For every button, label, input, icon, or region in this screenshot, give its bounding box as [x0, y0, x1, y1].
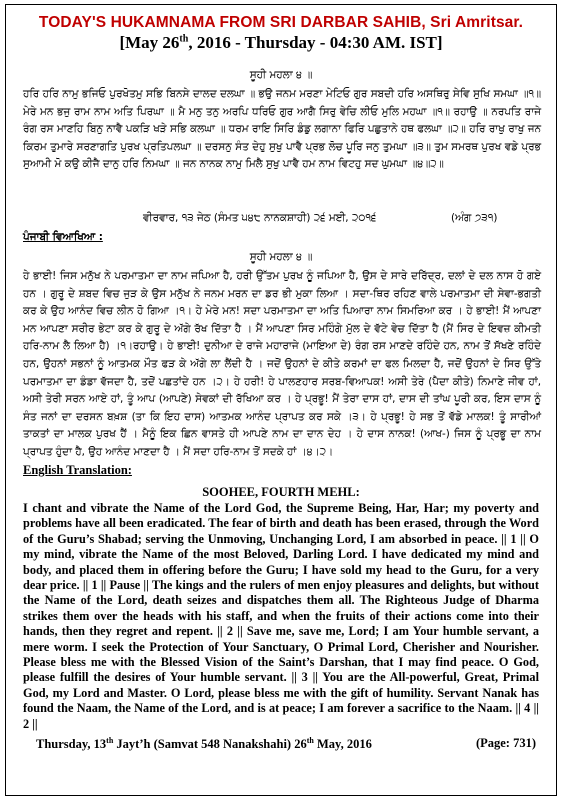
- gurbani-heading: ਸੂਹੀ ਮਹਲਾ ੪ ॥: [249, 69, 313, 81]
- footer-ordinal-2: th: [306, 736, 314, 745]
- punjabi-heading: ਸੂਹੀ ਮਹਲਾ ੪ ॥: [249, 251, 313, 263]
- gurbani-date-line: ਵੀਰਵਾਰ, ੧੩ ਜੇਠ (ਸੰਮਤ ੫੪੮ ਨਾਨਕਸ਼ਾਹੀ) ੨੬ ਮਈ, ੨੦੧੬: [143, 212, 377, 224]
- english-text: I chant and vibrate the Name of the Lord God, the Supreme Being, Har, Har; my poverty and problems have all been eradicated. The fear of birth and death has been erased, through the Word of the Guru’s Shabad; serving the Unmoving, Unchanging Lord, I am absorbed in peace. || 1 || O my mind, vibrate the Name of the most Beloved, Darling Lord. I have dedicated my mind and body, and placed them in offering before the Guru; I have sold my head to the Guru, for a very dear price. || 1 || Pause || The kings and the rulers of men enjoy pleasures and delights, but without the Name of the Lord, death seizes and dispatches them all. The Righteous Judge of Dharma strikes them over the heads with his staff, and when the fruits of their actions come into their hands, then they regret and repent. || 2 || Save me, save me, Lord; I am Your humble servant, a mere worm. I seek the Protection of Your Sanctuary, O Primal Lord, Cherisher and Nourisher. Please bless me with the Blessed Vision of the Saint’s Darshan, that I may find peace. O God, please fulfill the desires of Your humble servant. || 3 || You are the All-powerful, Great, Primal God, my Lord and Master. O Lord, please bless me with the gift of humility. Servant Nanak has found the Naam, the Name of the Lord, and is at peace; I am forever a sacrifice to the Naam. || 4 || 2 ||: [23, 501, 539, 731]
- footer-ordinal-1: th: [106, 736, 114, 745]
- footer-day: Thursday, 13: [36, 737, 107, 752]
- date-heading: [6, 33, 556, 53]
- punjabi-label: ਪੰਜਾਬੀ ਵਿਆਖਿਆ :: [23, 231, 103, 243]
- date-ordinal: th: [179, 33, 189, 45]
- english-label: English Translation:: [23, 463, 132, 477]
- document-title: TODAY'S HUKAMNAMA FROM SRI DARBAR SAHIB, Sri Amritsar.: [38, 14, 524, 31]
- hukamnama-document: [5, 4, 557, 796]
- punjabi-text: ਹੇ ਭਾਈ! ਜਿਸ ਮਨੁੱਖ ਨੇ ਪਰਮਾਤਮਾ ਦਾ ਨਾਮ ਜਪਿਆ ਹੈ, ਹਰੀ ਉੱਤਮ ਪੁਰਖ ਨੂੰ ਜਪਿਆ ਹੈ, ਉਸ ਦੇ ਸਾਰੇ ਦਰਿੱਦ੍ਰ, ਦਲਾਂ ਦੇ ਦਲ ਨਾਸ ਹੋ ਗਏ ਹਨ । ਗੁਰੂ ਦੇ ਸ਼ਬਦ ਵਿਚ ਜੁੜ ਕੇ ਉਸ ਮਨੁੱਖ ਨੇ ਜਨਮ ਮਰਨ ਦਾ ਡਰ ਭੀ ਮੁਕਾ ਲਿਆ । ਸਦਾ-ਥਿਰ ਰਹਿਣ ਵਾਲੇ ਪਰਮਾਤਮਾ ਦੀ ਸੇਵਾ-ਭਗਤੀ ਕਰ ਕੇ ਉਹ ਆਨੰਦ ਵਿਚ ਲੀਨ ਹੋ ਗਿਆ ।੧। ਹੇ ਮੇਰੇ ਮਨ! ਸਦਾ ਪਰਮਾਤਮਾ ਦਾ ਅਤਿ ਪਿਆਰਾ ਨਾਮ ਸਿਮਰਿਆ ਕਰ । ਹੇ ਭਾਈ! ਮੈਂ ਆਪਣਾ ਮਨ ਆਪਣਾ ਸਰੀਰ ਭੇਟਾ ਕਰ ਕੇ ਗੁਰੂ ਦੇ ਅੱਗੇ ਰੱਖ ਦਿੱਤਾ ਹੈ । ਮੈਂ ਆਪਣਾ ਸਿਰ ਮਹਿੰਗੇ ਮੁੱਲ ਦੇ ਵੱਟੇ ਵੇਚ ਦਿੱਤਾ ਹੈ (ਮੈਂ ਸਿਰ ਦੇ ਇਵਜ਼ ਕੀਮਤੀ ਹਰਿ-ਨਾਮ ਲੈ ਲਿਆ ਹੈ) ।੧।ਰਹਾਉ। ਹੇ ਭਾਈ! ਦੁਨੀਆ ਦੇ ਰਾਜੇ ਮਹਾਰਾਜੇ (ਮਾਇਆ ਦੇ) ਰੰਗ ਰਸ ਮਾਣਦੇ ਰਹਿੰਦੇ ਹਨ, ਨਾਮ ਤੋਂ ਸੱਖਣੇ ਰਹਿੰਦੇ ਹਨ, ਉਹਨਾਂ ਸਭਨਾਂ ਨੂੰ ਆਤਮਕ ਮੌਤ ਫੜ ਕੇ ਅੱਗੇ ਲਾ ਲੈਂਦੀ ਹੈ । ਜਦੋਂ ਉਹਨਾਂ ਦੇ ਕੀਤੇ ਕਰਮਾਂ ਦਾ ਫਲ ਮਿਲਦਾ ਹੈ, ਜਦੋਂ ਉਹਨਾਂ ਦੇ ਸਿਰ ਉੱਤੇ ਪਰਮਾਤਮਾ ਦਾ ਡੰਡਾ ਵੱਜਦਾ ਹੈ, ਤਦੋਂ ਪਛਤਾਂਦੇ ਹਨ ।੨। ਹੇ ਹਰੀ! ਹੇ ਪਾਲਣਹਾਰ ਸਰਬ-ਵਿਆਪਕ! ਅਸੀ ਤੇਰੇ (ਪੈਦਾ ਕੀਤੇ) ਨਿਮਾਣੇ ਜੀਵ ਹਾਂ, ਅਸੀ ਤੇਰੀ ਸਰਨ ਆਏ ਹਾਂ, ਤੂੰ ਆਪ (ਆਪਣੇ) ਸੇਵਕਾਂ ਦੀ ਰੱਖਿਆ ਕਰ । ਹੇ ਪ੍ਰਭੂ! ਮੈਂ ਤੇਰਾ ਦਾਸ ਹਾਂ, ਦਾਸ ਦੀ ਤਾਂਘ ਪੂਰੀ ਕਰ, ਇਸ ਦਾਸ ਨੂੰ ਸੰਤ ਜਨਾਂ ਦਾ ਦਰਸਨ ਬਖ਼ਸ਼ (ਤਾ ਕਿ ਇਹ ਦਾਸ) ਆਤਮਕ ਆਨੰਦ ਪ੍ਰਾਪਤ ਕਰ ਸਕੇ ।੩। ਹੇ ਪ੍ਰਭੂ! ਹੇ ਸਭ ਤੋਂ ਵੱਡੇ ਮਾਲਕ! ਤੂੰ ਸਾਰੀਆਂ ਤਾਕਤਾਂ ਦਾ ਮਾਲਕ ਪੁਰਖ ਹੈਂ । ਮੈਨੂੰ ਇਕ ਛਿਨ ਵਾਸਤੇ ਹੀ ਆਪਣੇ ਨਾਮ ਦਾ ਦਾਨ ਦੇਹ । ਹੇ ਦਾਸ ਨਾਨਕ! (ਆਖ-) ਜਿਸ ਨੂੰ ਪ੍ਰਭੂ ਦਾ ਨਾਮ ਪ੍ਰਾਪਤ ਹੁੰਦਾ ਹੈ, ਉਹ ਆਨੰਦ ਮਾਣਦਾ ਹੈ । ਮੈਂ ਸਦਾ ਹਰਿ-ਨਾਮ ਤੋਂ ਸਦਕੇ ਹਾਂ ।੪।੨।: [23, 270, 541, 458]
- gurbani-date-row: [23, 210, 541, 228]
- footer: [36, 736, 536, 752]
- ang-reference: (ਅੰਗ ੭੩੧): [451, 212, 498, 224]
- gurbani-text: ਹਰਿ ਹਰਿ ਨਾਮੁ ਭਜਿਓ ਪੁਰਖੋਤਮੁ ਸਭਿ ਬਿਨਸੇ ਦਾਲਦ ਦਲਘਾ ॥ ਭਉ ਜਨਮ ਮਰਣਾ ਮੇਟਿਓ ਗੁਰ ਸਬਦੀ ਹਰਿ ਅਸਥਿਰੁ ਸੇਵਿ ਸੁਖਿ ਸਮਘਾ ॥੧॥ ਮੇਰੇ ਮਨ ਭਜੁ ਰਾਮ ਨਾਮ ਅਤਿ ਪਿਰਘਾ ॥ ਮੈ ਮਨੁ ਤਨੁ ਅਰਪਿ ਧਰਿਓ ਗੁਰ ਆਗੈ ਸਿਰੁ ਵੇਚਿ ਲੀਓ ਮੁਲਿ ਮਹਘਾ ॥੧॥ ਰਹਾਉ ॥ ਨਰਪਤਿ ਰਾਜੇ ਰੰਗ ਰਸ ਮਾਣਹਿ ਬਿਨੁ ਨਾਵੈ ਪਕੜਿ ਖੜੇ ਸਭਿ ਕਲਘਾ ॥ ਧਰਮ ਰਾਇ ਸਿਰਿ ਡੰਡੁ ਲਗਾਨਾ ਫਿਰਿ ਪਛੁਤਾਨੇ ਹਥ ਫਲਘਾ ॥੨॥ ਹਰਿ ਰਾਖੁ ਰਾਖੁ ਜਨ ਕਿਰਮ ਤੁਮਾਰੇ ਸਰਣਾਗਤਿ ਪੁਰਖ ਪ੍ਰਤਿਪਲਘਾ ॥ ਦਰਸਨੁ ਸੰਤ ਦੇਹੁ ਸੁਖੁ ਪਾਵੈ ਪ੍ਰਭ ਲੋਚ ਪੂਰਿ ਜਨੁ ਤੁਮਘਾ ॥੩॥ ਤੁਮ ਸਮਰਥ ਪੁਰਖ ਵਡੇ ਪ੍ਰਭ ਸੁਆਮੀ ਮੋ ਕਉ ਕੀਜੈ ਦਾਨੁ ਹਰਿ ਨਿਮਘਾ ॥ ਜਨ ਨਾਨਕ ਨਾਮੁ ਮਿਲੈ ਸੁਖੁ ਪਾਵੈ ਹਮ ਨਾਮ ਵਿਟਹੁ ਸਦ ਘੁਮਘਾ ॥੪॥੨॥: [23, 88, 541, 171]
- date-suffix: , 2016 - Thursday - 04:30 AM. IST]: [188, 33, 443, 52]
- page-reference: (Page: 731): [475, 736, 536, 750]
- date-prefix: [May 26: [119, 33, 180, 52]
- english-heading: SOOHEE, FOURTH MEHL:: [202, 485, 360, 499]
- footer-samvat: Jayt’h (Samvat 548 Nanakshahi) 26: [113, 737, 307, 752]
- footer-year: May, 2016: [313, 737, 372, 752]
